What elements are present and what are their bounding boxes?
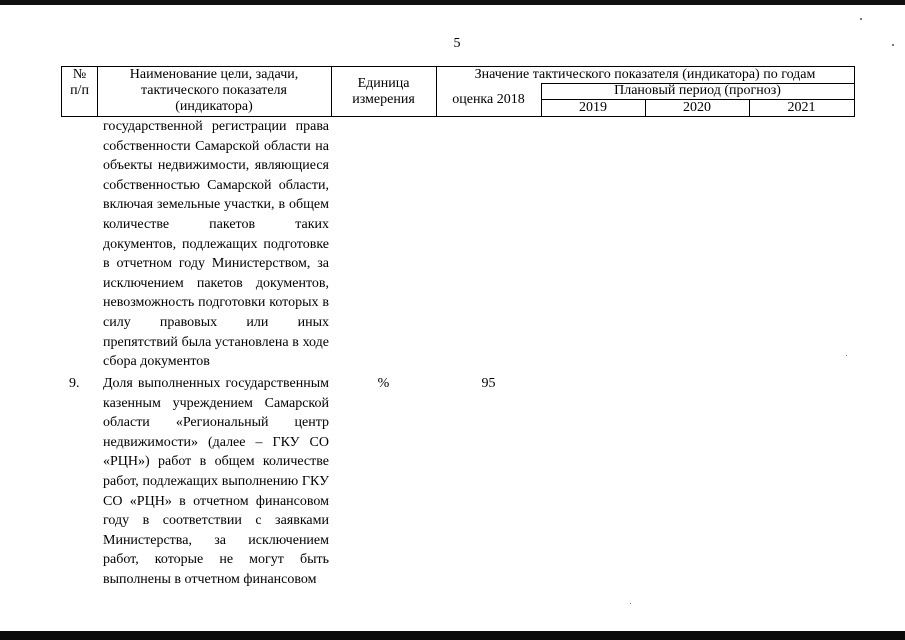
scan-speck — [630, 603, 631, 604]
col-name-header — [97, 67, 331, 115]
col-name-line: тактического показателя — [141, 83, 287, 98]
col-plan-group-header: Плановый период (прогноз) — [614, 83, 781, 98]
row-estimate: 95 — [481, 376, 496, 391]
scan-speck — [846, 355, 847, 356]
col-num-header — [61, 67, 98, 99]
row-text-continued: государственной регистрации права собственности Самарской области на объекты недвижимости, являющиеся собственностью Самарской области, включая земельные участки, в общем количестве пакетов таких документов, подлежащих подготовке в отчетном году Министерством, за исключением пакетов документов, невозможность подготовки которых в силу правовых или иных препятствий была установлена в ходе сбора документов — [103, 119, 329, 370]
scan-speck — [860, 18, 862, 20]
col-name-line: (индикатора) — [175, 99, 253, 114]
scan-border-bottom — [0, 631, 905, 640]
page-number: 5 — [453, 36, 461, 51]
col-value-group-header: Значение тактического показателя (индикатора) по годам — [474, 67, 816, 82]
row-unit: % — [377, 376, 390, 391]
row-text: Доля выполненных государственным казенным учреждением Самарской области «Региональный центр недвижимости» (далее – ГКУ СО «РЦН») работ в общем количестве работ, подлежащих выполнению ГКУ СО «РЦН» в отчетном финансовом году в соответствии с заявками Министерства, за исключением работ, которые не могут быть выполнены в отчетном финансовом — [103, 376, 329, 587]
col-year-2021: 2021 — [787, 100, 816, 115]
col-year-2019: 2019 — [579, 100, 607, 115]
col-unit-line: Единица — [357, 76, 410, 91]
col-unit-line: измерения — [352, 92, 415, 107]
col-name-line: Наименование цели, задачи, — [129, 67, 299, 82]
col-num-line: № — [72, 67, 87, 82]
col-divider — [854, 66, 855, 117]
row-number: 9. — [69, 376, 80, 391]
scan-speck — [892, 44, 894, 46]
col-num-line: п/п — [70, 83, 89, 98]
col-estimate-header: оценка 2018 — [452, 92, 525, 107]
scan-border-top — [0, 0, 905, 5]
col-year-2020: 2020 — [683, 100, 711, 115]
col-unit-header — [331, 76, 436, 108]
